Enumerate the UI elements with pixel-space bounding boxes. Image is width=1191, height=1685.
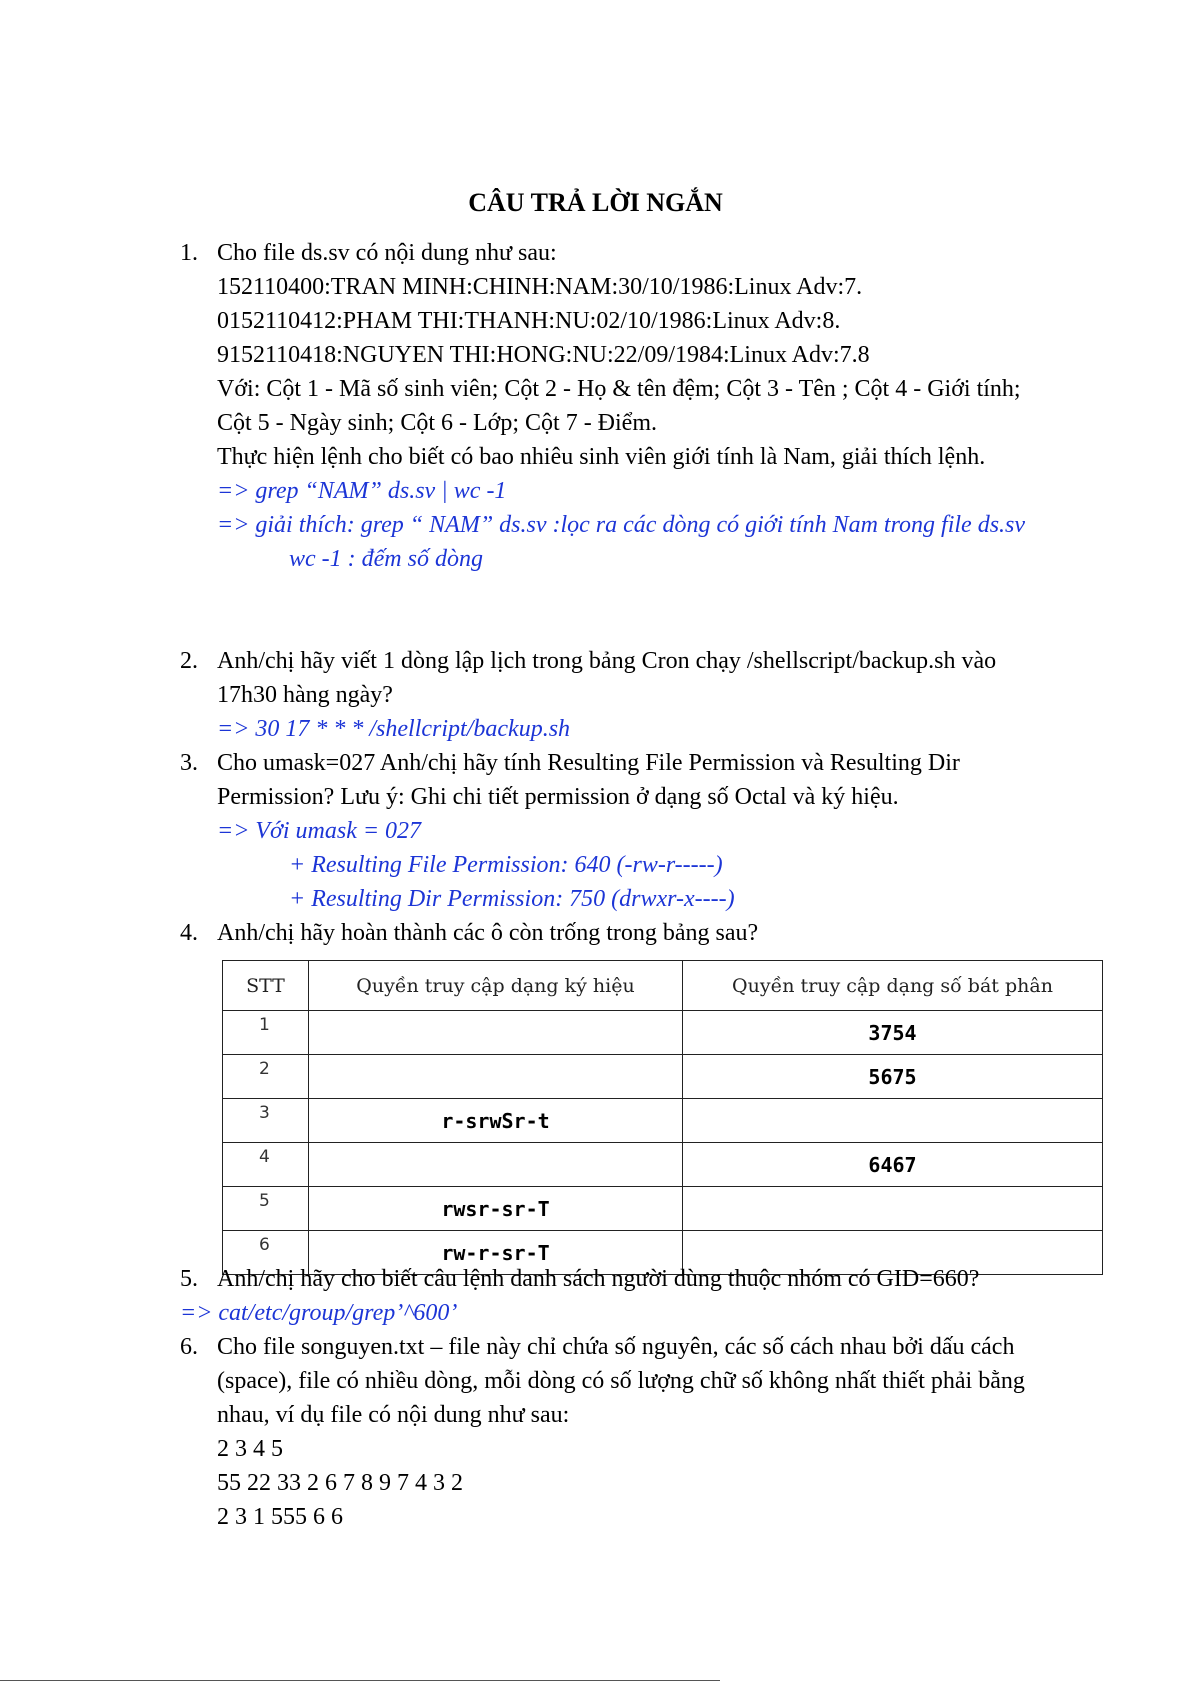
question-5-answer: => cat/etc/group/grep’^600’ bbox=[180, 1300, 458, 1326]
question-3-answer: => Với umask = 027 bbox=[217, 818, 422, 844]
cell-symbolic: rwsr-sr-T bbox=[309, 1187, 683, 1231]
cell-octal bbox=[683, 1099, 1103, 1143]
question-3-dir-permission: + Resulting Dir Permission: 750 (drwxr-x----) bbox=[289, 886, 735, 912]
question-4-number: 4. bbox=[180, 920, 198, 946]
question-1-intro: Cho file ds.sv có nội dung như sau: bbox=[217, 240, 557, 266]
cell-stt: 1 bbox=[223, 1011, 309, 1055]
question-3-text: Cho umask=027 Anh/chị hãy tính Resulting File Permission và Resulting Dir Permission? Lưu ý: Ghi chi tiết permission ở dạng số Octal và ký hiệu. bbox=[217, 750, 960, 810]
table-row bbox=[223, 1055, 1103, 1099]
question-4-text: Anh/chị hãy hoàn thành các ô còn trống trong bảng sau? bbox=[217, 920, 759, 946]
question-1-task: Thực hiện lệnh cho biết có bao nhiêu sinh viên giới tính là Nam, giải thích lệnh. bbox=[217, 444, 986, 470]
data-line-2: 0152110412:PHAM THI:THANH:NU:02/10/1986:Linux Adv:8. bbox=[217, 308, 841, 334]
question-5-text: Anh/chị hãy cho biết câu lệnh danh sách người dùng thuộc nhóm có GID=660? bbox=[217, 1266, 980, 1292]
table-header-row bbox=[223, 961, 1103, 1011]
cell-stt: 5 bbox=[223, 1187, 309, 1231]
cell-symbolic bbox=[309, 1011, 683, 1055]
question-4 bbox=[180, 916, 1060, 950]
cell-octal: 3754 bbox=[683, 1011, 1103, 1055]
question-2-number: 2. bbox=[180, 648, 198, 674]
table-row bbox=[223, 1187, 1103, 1231]
question-1-explanation: => giải thích: grep “ NAM” ds.sv :lọc ra các dòng có giới tính Nam trong file ds.sv bbox=[217, 512, 1026, 538]
question-1-explanation-wc: wc -1 : đếm số dòng bbox=[289, 546, 483, 572]
page-title: CÂU TRẢ LỜI NGẮN bbox=[468, 188, 723, 217]
cell-octal: 5675 bbox=[683, 1055, 1103, 1099]
cell-octal: 6467 bbox=[683, 1143, 1103, 1187]
data-line-1: 152110400:TRAN MINH:CHINH:NAM:30/10/1986:Linux Adv:7. bbox=[217, 274, 863, 300]
question-1 bbox=[180, 236, 1060, 576]
permission-table-container bbox=[222, 960, 1104, 1265]
cell-octal bbox=[683, 1187, 1103, 1231]
question-3-number: 3. bbox=[180, 750, 198, 776]
table-row bbox=[223, 1099, 1103, 1143]
question-1-columns: Với: Cột 1 - Mã số sinh viên; Cột 2 - Họ & tên đệm; Cột 3 - Tên ; Cột 4 - Giới tính; Cột 5 - Ngày sinh; Cột 6 - Lớp; Cột 7 - Điểm. bbox=[217, 376, 1021, 436]
question-3 bbox=[180, 746, 1060, 916]
permission-table bbox=[222, 960, 1103, 1275]
header-octal: Quyền truy cập dạng số bát phân bbox=[683, 961, 1103, 1011]
question-1-number: 1. bbox=[180, 240, 198, 266]
question-6 bbox=[180, 1330, 1060, 1534]
cell-stt: 3 bbox=[223, 1099, 309, 1143]
question-1-answer: => grep “NAM” ds.sv | wc -1 bbox=[217, 478, 507, 504]
cell-symbolic: r-srwSr-t bbox=[309, 1099, 683, 1143]
page-bottom-rule bbox=[0, 1680, 720, 1681]
example-line-3: 2 3 1 555 6 6 bbox=[217, 1504, 343, 1530]
cell-symbolic bbox=[309, 1055, 683, 1099]
table-row bbox=[223, 1143, 1103, 1187]
question-2-text: Anh/chị hãy viết 1 dòng lập lịch trong bảng Cron chạy /shellscript/backup.sh vào 17h30 hàng ngày? bbox=[217, 648, 997, 708]
example-line-2: 55 22 33 2 6 7 8 9 7 4 3 2 bbox=[217, 1470, 463, 1496]
cell-symbolic bbox=[309, 1143, 683, 1187]
question-5 bbox=[180, 1262, 1060, 1296]
question-2-answer: => 30 17 * * * /shellcript/backup.sh bbox=[217, 716, 571, 742]
cell-stt: 4 bbox=[223, 1143, 309, 1187]
question-6-number: 6. bbox=[180, 1334, 198, 1360]
question-3-file-permission: + Resulting File Permission: 640 (-rw-r-----) bbox=[289, 852, 723, 878]
question-2 bbox=[180, 644, 1060, 746]
cell-stt: 2 bbox=[223, 1055, 309, 1099]
question-5-number: 5. bbox=[180, 1266, 198, 1292]
cell-symbolic: rw-r-sr-T bbox=[309, 1231, 683, 1275]
table-row bbox=[223, 1011, 1103, 1055]
cell-stt: 6 bbox=[223, 1231, 309, 1275]
header-stt: STT bbox=[223, 961, 309, 1011]
example-line-1: 2 3 4 5 bbox=[217, 1436, 283, 1462]
data-line-3: 9152110418:NGUYEN THI:HONG:NU:22/09/1984:Linux Adv:7.8 bbox=[217, 342, 870, 368]
question-6-text: Cho file songuyen.txt – file này chỉ chứa số nguyên, các số cách nhau bởi dấu cách (space), file có nhiều dòng, mỗi dòng có số lượng chữ số không nhất thiết phải bằng nhau, ví dụ file có nội dung như sau: bbox=[217, 1334, 1025, 1428]
header-symbolic: Quyền truy cập dạng ký hiệu bbox=[309, 961, 683, 1011]
